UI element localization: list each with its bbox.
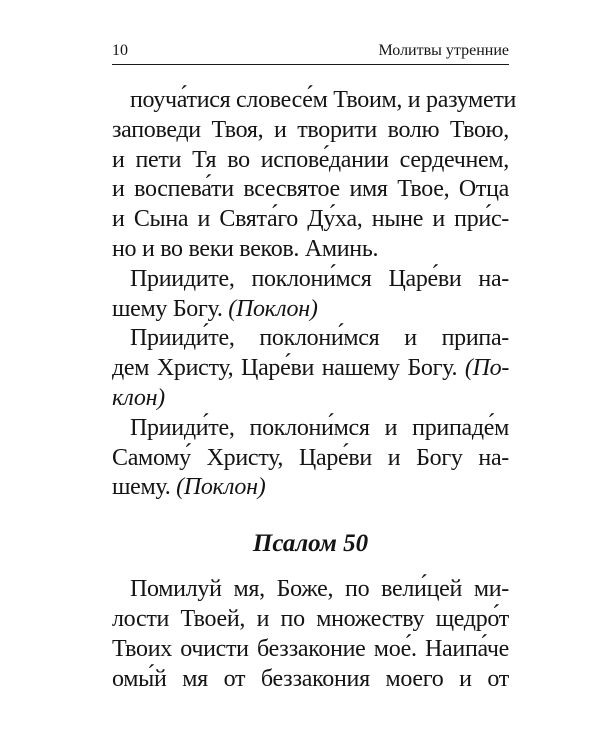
text-line: Приидите, поклони́мся Царе́ви на- — [130, 265, 509, 292]
text-line: лости Твоей, и по множеству щедро́т — [112, 605, 509, 632]
text-line: Твоих очисти беззаконие мое́. Наипа́че — [112, 635, 509, 662]
text-fragment: шему. — [112, 474, 171, 501]
text-line — [112, 354, 509, 384]
text-line: Прииди́те, поклони́мся и припаде́м — [130, 414, 509, 441]
text-line: заповеди Твоя, и творити волю Твою, — [112, 116, 509, 143]
text-line: но и во веки веков. Аминь. — [112, 235, 379, 262]
prayer-text — [112, 86, 517, 694]
text-line: омы́й мя от беззакония моего и от — [112, 665, 509, 692]
text-fragment: дем Христу, Царе́ви нашему Богу. — [112, 355, 458, 382]
text-line: и воспева́ти всесвятое имя Твое, Отца — [112, 176, 509, 203]
text-line: и пети Тя во испове́дании сердечнем, — [112, 146, 509, 173]
rubric-note: клон) — [112, 384, 165, 411]
running-title: Молитвы утренние — [378, 42, 509, 59]
text-line: Прииди́те, поклони́мся и припа- — [130, 325, 509, 352]
rubric-note: (По- — [464, 355, 510, 382]
rubric-note: (Поклон) — [176, 474, 266, 501]
text-fragment: шему Богу. — [112, 295, 223, 322]
text-line: и Сына и Свята́го Ду́ха, ныне и при́с- — [112, 206, 509, 233]
text-line: Самому́ Христу, Царе́ви и Богу на- — [112, 444, 509, 471]
psalm-heading: Псалом 50 — [252, 530, 369, 558]
rubric-note: (Поклон) — [228, 295, 318, 322]
text-line — [112, 295, 509, 325]
text-line: Помилуй мя, Боже, по вели́цей ми- — [130, 576, 509, 603]
page-header — [112, 42, 509, 65]
text-line: поуча́тися словесе́м Твоим, и разумети — [130, 87, 517, 113]
page-number: 10 — [112, 42, 128, 59]
text-line — [112, 473, 509, 503]
